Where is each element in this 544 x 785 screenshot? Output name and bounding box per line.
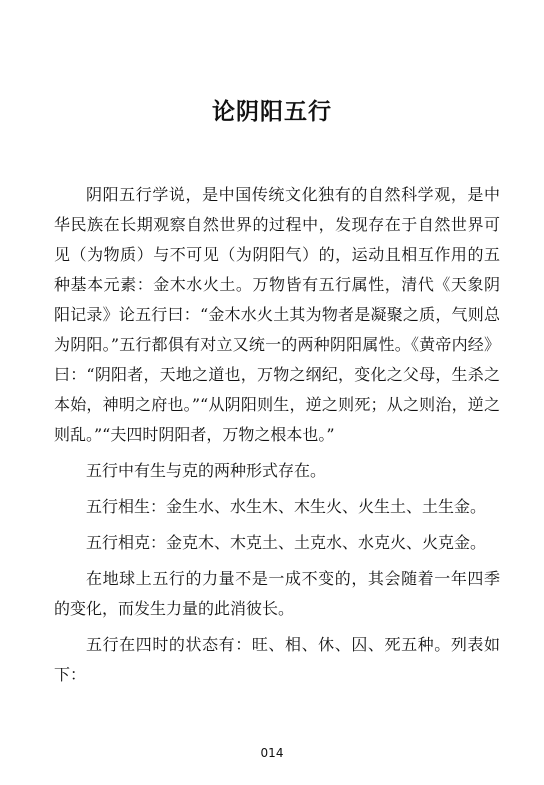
paragraph-intro: 阴阳五行学说，是中国传统文化独有的自然科学观，是中华民族在长期观察自然世界的过程中，发现存在于自然世界可见（为物质）与不可见（为阴阳气）的，运动且相互作用的五种基本元素：金木水火土。万物皆有五行属性，清代《天象阴阳记录》论五行曰：“金木水火土其为物者是凝聚之质，气则总为阴阳。”五行都俱有对立又统一的两种阴阳属性。《黄帝内经》曰：“阴阳者，天地之道也，万物之纲纪，变化之父母，生杀之本始，神明之府也。”“从阴阳则生，逆之则死；从之则治，逆之则乱。”“夫四时阴阳者，万物之根本也。”	[54, 185, 500, 444]
body-text	[54, 180, 500, 690]
paragraph-seasonal-change: 在地球上五行的力量不是一成不变的，其会随着一年四季的变化，而发生力量的此消彼长。	[54, 569, 500, 618]
paragraph-xiang-sheng: 五行相生：金生水、水生木、木生火、火生土、土生金。	[86, 497, 487, 516]
paragraph-four-seasons-states: 五行在四时的状态有：旺、相、休、囚、死五种。列表如下：	[54, 635, 500, 684]
paragraph-sheng-ke-forms: 五行中有生与克的两种形式存在。	[86, 461, 327, 480]
paragraph-xiang-ke: 五行相克：金克木、木克土、土克水、水克火、火克金。	[86, 533, 487, 552]
page-title: 论阴阳五行	[212, 99, 332, 125]
page-number: 014	[260, 746, 284, 760]
